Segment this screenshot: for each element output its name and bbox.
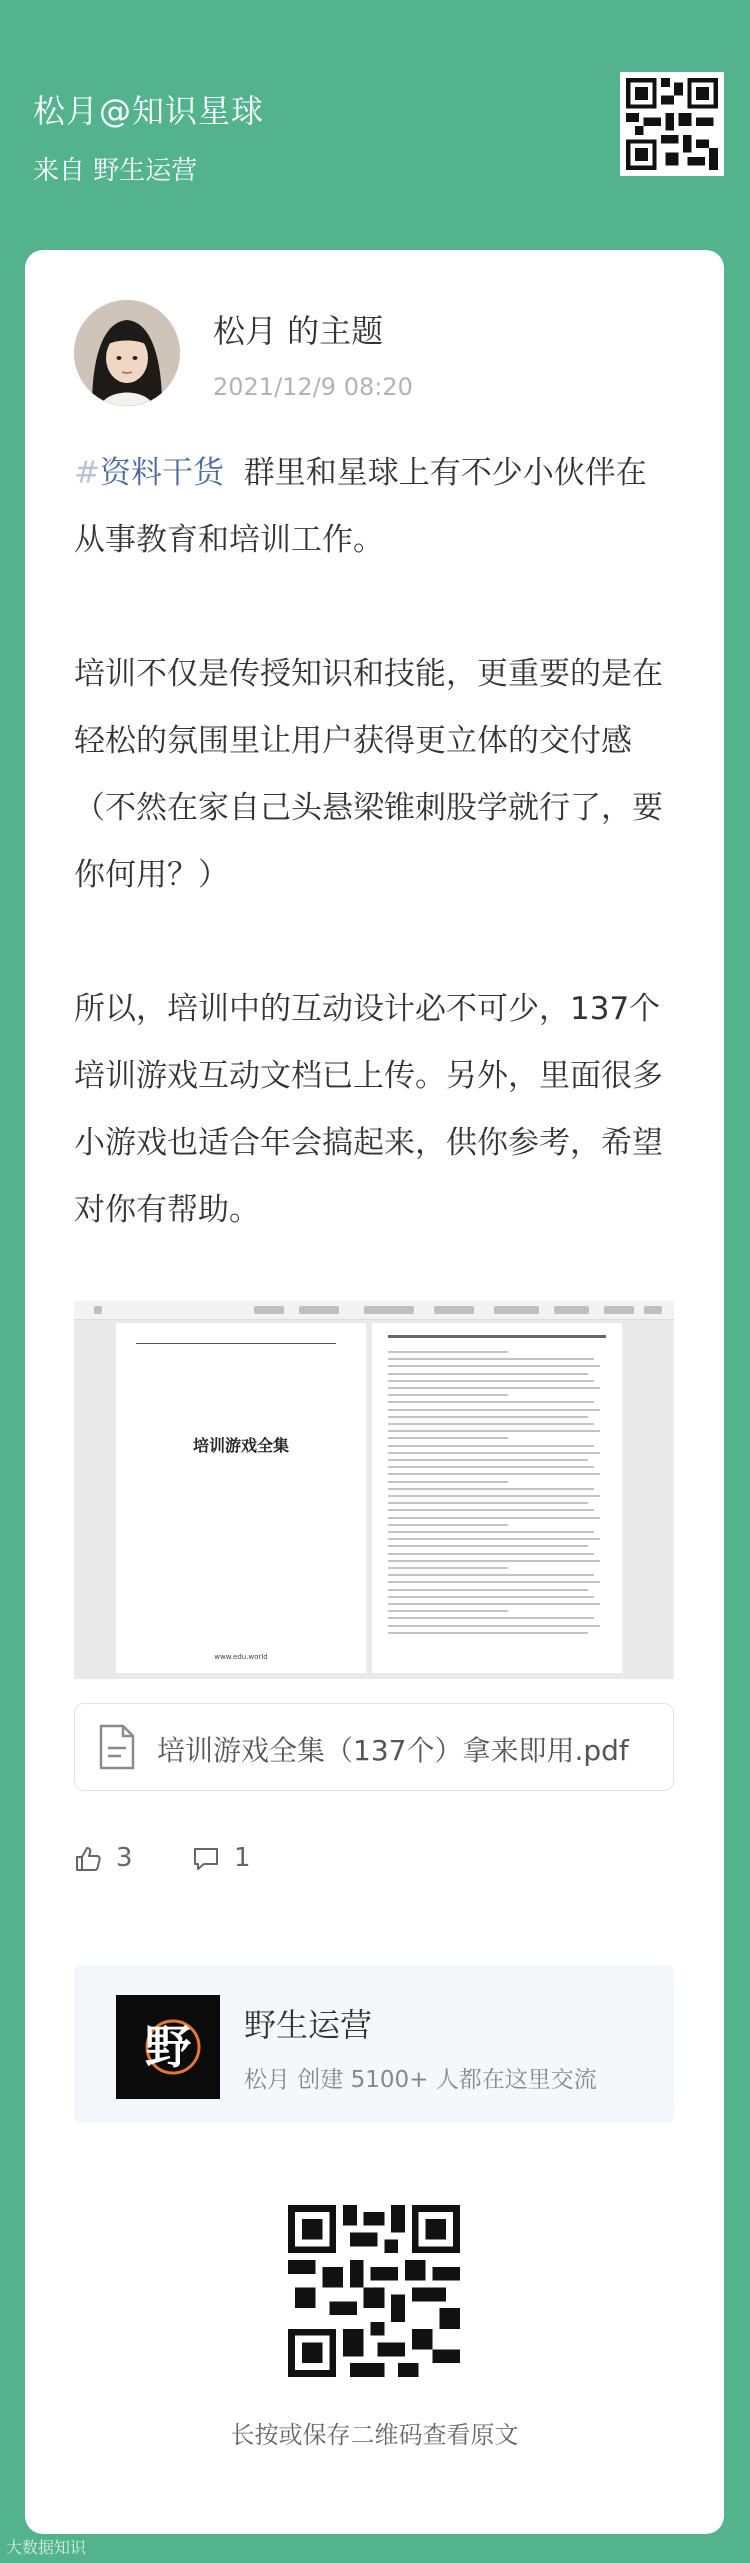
group-logo-char: 野	[145, 2020, 191, 2074]
preview-toc-page	[372, 1323, 622, 1673]
preview-toc-line	[388, 1481, 508, 1483]
preview-toolbar	[74, 1301, 674, 1320]
preview-toc-line	[388, 1596, 594, 1598]
comment-count: 1	[234, 1843, 251, 1873]
post-paragraph: 培训不仅是传授知识和技能，更重要的是在轻松的氛围里让用户获得更立体的交付感（不然在家自己头悬梁锥刺股学就行了，要你何用？）	[74, 656, 663, 893]
preview-toc-line	[388, 1603, 600, 1605]
preview-toc-line	[388, 1373, 588, 1375]
preview-toc-line	[388, 1517, 600, 1519]
preview-cover-title: 培训游戏全集	[192, 1436, 289, 1455]
topic-tag[interactable]: #资料干货	[74, 455, 224, 491]
document-preview-image[interactable]	[74, 1301, 674, 1679]
preview-toc-line	[388, 1502, 588, 1504]
comment-icon	[192, 1845, 220, 1873]
group-description: 松月 创建 5100+ 人都在这里交流	[244, 2067, 597, 2093]
preview-toc-line	[388, 1430, 600, 1432]
preview-toc-line	[388, 1452, 600, 1454]
preview-toc-line	[388, 1488, 594, 1490]
preview-toc-line	[388, 1409, 600, 1411]
post-time: 2021/12/9 08:20	[213, 373, 413, 401]
preview-toc-line	[388, 1416, 588, 1418]
preview-toc-line	[388, 1610, 508, 1612]
preview-cover-url: www.edu.world	[214, 1653, 268, 1661]
preview-toc-line	[388, 1531, 594, 1533]
preview-toc-line	[388, 1401, 594, 1403]
watermark: 大数据知识	[6, 2538, 87, 2557]
post-card	[25, 250, 724, 2534]
preview-toc-line	[388, 1617, 594, 1619]
preview-toc-line	[388, 1380, 594, 1382]
thumbs-up-icon	[74, 1845, 102, 1873]
attachment-file[interactable]	[74, 1703, 674, 1791]
preview-toc-line	[388, 1560, 600, 1562]
preview-toc-line	[388, 1387, 600, 1389]
preview-toc-line	[388, 1509, 594, 1511]
preview-toc-line	[388, 1358, 594, 1360]
preview-toc-line	[388, 1466, 594, 1468]
preview-toc-line	[388, 1632, 588, 1634]
group-name: 野生运营	[244, 2006, 373, 2044]
post-body	[74, 440, 674, 1244]
preview-toc-line	[388, 1351, 508, 1353]
preview-toc-line	[388, 1459, 588, 1461]
preview-toc-line	[388, 1538, 600, 1540]
preview-toc-line	[388, 1589, 588, 1591]
document-icon	[99, 1724, 135, 1770]
header	[0, 0, 750, 250]
like-count: 3	[116, 1843, 133, 1873]
attachment-filename: 培训游戏全集（137个）拿来即用.pdf	[157, 1734, 629, 1767]
paragraph-text: 群里和星球上有不少小伙伴在从事教育和培训工作。	[74, 455, 647, 558]
preview-cover-page	[116, 1323, 366, 1673]
header-subtitle: 来自 野生运营	[33, 156, 198, 186]
qr-code-icon[interactable]	[620, 72, 724, 176]
preview-toc-line	[388, 1394, 508, 1396]
preview-toc-line	[388, 1574, 594, 1576]
header-title: 松月@知识星球	[33, 92, 265, 130]
preview-toc-line	[388, 1365, 600, 1367]
preview-toc-line	[388, 1524, 508, 1526]
preview-toc-line	[388, 1581, 600, 1583]
qr-hint-text: 长按或保存二维码查看原文	[230, 2421, 519, 2449]
preview-toc-line	[388, 1545, 588, 1547]
preview-toc-line	[388, 1473, 600, 1475]
preview-toc-line	[388, 1567, 508, 1569]
group-logo	[116, 1995, 220, 2099]
group-card[interactable]	[74, 1965, 674, 2123]
preview-toc-line	[388, 1495, 600, 1497]
preview-toc-line	[388, 1553, 594, 1555]
author-name[interactable]: 松月 的主题	[213, 312, 384, 350]
avatar[interactable]	[74, 300, 180, 406]
preview-toc-line	[388, 1625, 600, 1627]
post-paragraph	[74, 440, 674, 574]
preview-toc-line	[388, 1437, 508, 1439]
preview-toc-line	[388, 1445, 594, 1447]
post-paragraph: 所以，培训中的互动设计必不可少，137个培训游戏互动文档已上传。另外，里面很多小游戏也适合年会搞起来，供你参考，希望对你有帮助。	[74, 991, 663, 1228]
preview-toc-line	[388, 1423, 594, 1425]
qr-code-icon[interactable]	[288, 2205, 460, 2377]
